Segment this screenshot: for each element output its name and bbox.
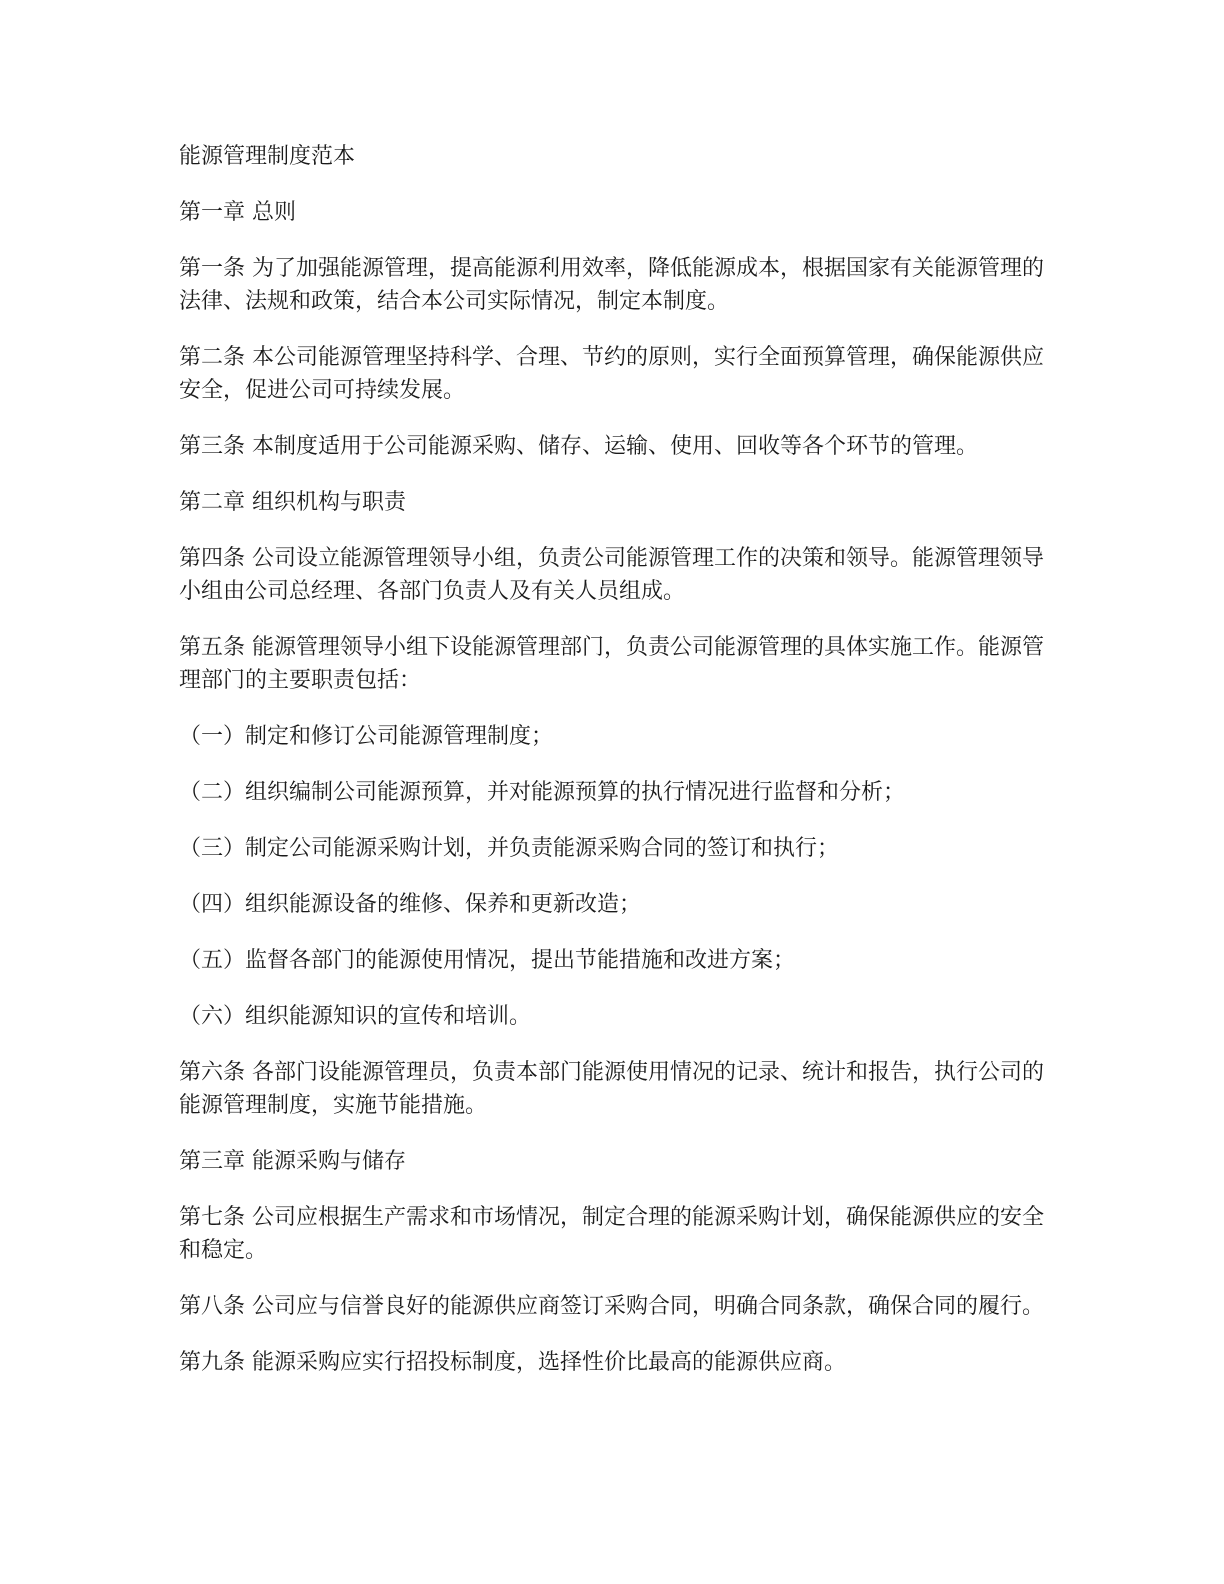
document-title: 能源管理制度范本: [179, 144, 356, 169]
article-2: 第二条 本公司能源管理坚持科学、合理、节约的原则，实行全面预算管理，确保能源供应安全，促进公司可持续发展。: [179, 345, 1044, 403]
document-body: [179, 140, 1049, 1402]
article-6: 第六条 各部门设能源管理员，负责本部门能源使用情况的记录、统计和报告，执行公司的能源管理制度，实施节能措施。: [179, 1060, 1044, 1118]
article-4: 第四条 公司设立能源管理领导小组，负责公司能源管理工作的决策和领导。能源管理领导小组由公司总经理、各部门负责人及有关人员组成。: [179, 546, 1044, 604]
article-3: 第三条 本制度适用于公司能源采购、储存、运输、使用、回收等各个环节的管理。: [179, 434, 978, 459]
list-item-2: （二）组织编制公司能源预算，并对能源预算的执行情况进行监督和分析；: [179, 780, 906, 805]
chapter-3-heading: 第三章 能源采购与储存: [179, 1149, 406, 1174]
article-5: 第五条 能源管理领导小组下设能源管理部门，负责公司能源管理的具体实施工作。能源管理部门的主要职责包括：: [179, 635, 1044, 693]
article-7: 第七条 公司应根据生产需求和市场情况，制定合理的能源采购计划，确保能源供应的安全和稳定。: [179, 1205, 1044, 1263]
article-9: 第九条 能源采购应实行招投标制度，选择性价比最高的能源供应商。: [179, 1350, 846, 1375]
list-item-3: （三）制定公司能源采购计划，并负责能源采购合同的签订和执行；: [179, 836, 840, 861]
article-8: 第八条 公司应与信誉良好的能源供应商签订采购合同，明确合同条款，确保合同的履行。: [179, 1294, 1044, 1319]
list-item-4: （四）组织能源设备的维修、保养和更新改造；: [179, 892, 642, 917]
chapter-2-heading: 第二章 组织机构与职责: [179, 490, 406, 515]
list-item-1: （一）制定和修订公司能源管理制度；: [179, 724, 554, 749]
list-item-6: （六）组织能源知识的宣传和培训。: [179, 1004, 532, 1029]
list-item-5: （五）监督各部门的能源使用情况，提出节能措施和改进方案；: [179, 948, 796, 973]
article-1: 第一条 为了加强能源管理，提高能源利用效率，降低能源成本，根据国家有关能源管理的法律、法规和政策，结合本公司实际情况，制定本制度。: [179, 256, 1044, 314]
chapter-1-heading: 第一章 总则: [179, 200, 296, 225]
